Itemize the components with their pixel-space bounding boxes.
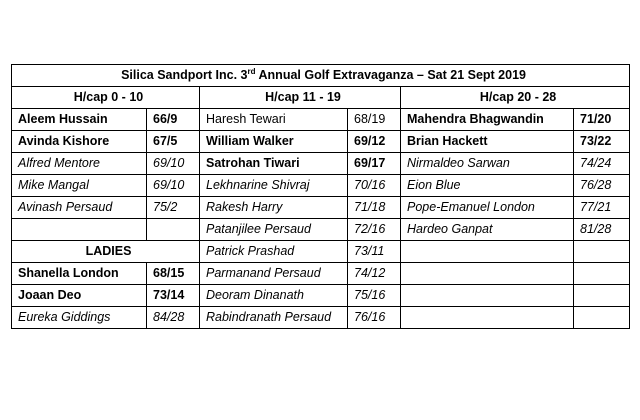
table-row xyxy=(12,219,630,241)
group-header-11-19: H/cap 11 - 19 xyxy=(200,87,401,109)
player-name: William Walker xyxy=(200,131,348,153)
player-score: 75/16 xyxy=(348,285,401,307)
player-name: Shanella London xyxy=(12,263,147,285)
player-score xyxy=(574,241,630,263)
player-score: 76/16 xyxy=(348,307,401,329)
player-score: 68/19 xyxy=(348,109,401,131)
player-score: 69/10 xyxy=(147,175,200,197)
table-row xyxy=(12,197,630,219)
player-score: 76/28 xyxy=(574,175,630,197)
table-row xyxy=(12,241,630,263)
player-score: 81/28 xyxy=(574,219,630,241)
group-header-0-10: H/cap 0 - 10 xyxy=(12,87,200,109)
player-score: 74/12 xyxy=(348,263,401,285)
player-name: Alfred Mentore xyxy=(12,153,147,175)
player-score: 66/9 xyxy=(147,109,200,131)
player-name xyxy=(401,263,574,285)
player-score: 75/2 xyxy=(147,197,200,219)
player-name: Hardeo Ganpat xyxy=(401,219,574,241)
player-name: Eion Blue xyxy=(401,175,574,197)
table-row xyxy=(12,175,630,197)
player-score: 73/22 xyxy=(574,131,630,153)
player-name: Rabindranath Persaud xyxy=(200,307,348,329)
player-name: Patrick Prashad xyxy=(200,241,348,263)
player-name: Aleem Hussain xyxy=(12,109,147,131)
player-score: 69/12 xyxy=(348,131,401,153)
player-name xyxy=(401,241,574,263)
player-name: Rakesh Harry xyxy=(200,197,348,219)
player-name: Mahendra Bhagwandin xyxy=(401,109,574,131)
player-name: Parmanand Persaud xyxy=(200,263,348,285)
results-table xyxy=(11,64,630,329)
player-score: 71/20 xyxy=(574,109,630,131)
group-header-row xyxy=(12,87,630,109)
player-name: Avinda Kishore xyxy=(12,131,147,153)
player-score xyxy=(574,285,630,307)
player-score: 74/24 xyxy=(574,153,630,175)
group-header-20-28: H/cap 20 - 28 xyxy=(401,87,630,109)
player-score: 71/18 xyxy=(348,197,401,219)
player-score: 73/11 xyxy=(348,241,401,263)
table-row xyxy=(12,153,630,175)
title-suffix: Annual Golf Extravaganza – Sat 21 Sept 2019 xyxy=(255,68,526,82)
player-name: Joaan Deo xyxy=(12,285,147,307)
player-score: 73/14 xyxy=(147,285,200,307)
player-score: 70/16 xyxy=(348,175,401,197)
player-score xyxy=(574,307,630,329)
player-score: 67/5 xyxy=(147,131,200,153)
section-label-ladies: LADIES xyxy=(12,241,200,263)
player-name: Brian Hackett xyxy=(401,131,574,153)
player-name: Patanjilee Persaud xyxy=(200,219,348,241)
player-score: 69/10 xyxy=(147,153,200,175)
player-name: Nirmaldeo Sarwan xyxy=(401,153,574,175)
player-name: Pope-Emanuel London xyxy=(401,197,574,219)
title-row xyxy=(12,65,630,87)
player-name: Satrohan Tiwari xyxy=(200,153,348,175)
table-row xyxy=(12,131,630,153)
player-name xyxy=(401,285,574,307)
table-row xyxy=(12,263,630,285)
player-score: 68/15 xyxy=(147,263,200,285)
player-name: Deoram Dinanath xyxy=(200,285,348,307)
player-score: 72/16 xyxy=(348,219,401,241)
table-row xyxy=(12,307,630,329)
player-name: Lekhnarine Shivraj xyxy=(200,175,348,197)
player-name: Mike Mangal xyxy=(12,175,147,197)
title-superscript: rd xyxy=(247,66,256,76)
title-prefix: Silica Sandport Inc. 3 xyxy=(121,68,248,82)
player-score: 69/17 xyxy=(348,153,401,175)
table-row xyxy=(12,285,630,307)
player-name: Haresh Tewari xyxy=(200,109,348,131)
player-score: 84/28 xyxy=(147,307,200,329)
player-name: Eureka Giddings xyxy=(12,307,147,329)
player-name xyxy=(12,219,147,241)
player-score xyxy=(147,219,200,241)
player-name: Avinash Persaud xyxy=(12,197,147,219)
player-score xyxy=(574,263,630,285)
table-row xyxy=(12,109,630,131)
player-score: 77/21 xyxy=(574,197,630,219)
player-name xyxy=(401,307,574,329)
page-title xyxy=(12,65,630,87)
